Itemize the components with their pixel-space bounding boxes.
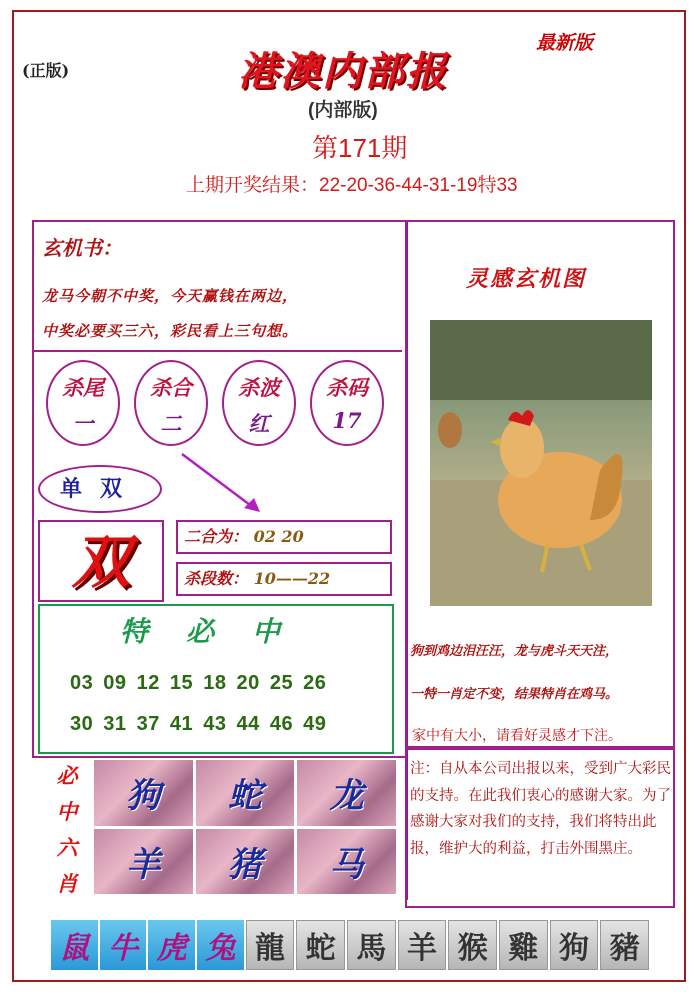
animal-cell: 蛇 [196, 760, 295, 826]
zodiac-cell: 鼠 [51, 920, 98, 970]
numbers-row-2: 30 31 37 41 43 44 46 49 [70, 713, 327, 735]
er-he-row [176, 520, 392, 554]
last-result: 上期开奖结果：22-20-36-44-31-19特33 [186, 175, 518, 196]
animal-cell: 羊 [94, 829, 193, 895]
oval-sha-bo [222, 360, 296, 446]
sha-duan-row [176, 562, 392, 596]
oval-title: 杀尾 [62, 375, 104, 400]
rooster-photo [430, 320, 652, 606]
animal-cell: 马 [297, 829, 396, 895]
oval-sha-ma [310, 360, 384, 446]
oval-value: 红 [248, 411, 270, 436]
six-animals-grid [94, 760, 396, 894]
verse-line-1: 狗到鸡边泪汪汪，龙与虎斗天天注， [410, 644, 619, 659]
zodiac-cell: 雞 [499, 920, 548, 970]
six-animals-side-label [52, 758, 82, 902]
oval-title: 杀合 [150, 375, 192, 400]
animal-cell: 龙 [297, 760, 396, 826]
zodiac-cell: 龍 [246, 920, 295, 970]
sha-duan-value: 10——22 [253, 569, 331, 588]
subtitle: (内部版) [308, 100, 378, 121]
oval-sha-wei [46, 360, 120, 446]
xuanji-line-2: 中奖必要买三六，彩民看上三句想。 [42, 322, 299, 340]
zodiac-cell: 牛 [100, 920, 147, 970]
zodiac-cell: 羊 [398, 920, 447, 970]
numbers-row-1: 03 09 12 15 18 20 25 26 [70, 672, 327, 694]
te-bi-zhong-title: 特必中 [120, 615, 319, 648]
oval-title: 杀码 [326, 375, 368, 400]
company-statement: 注：自从本公司出报以来，受到广大彩民的支持。在此我们衷心的感谢大家。为了感谢大家对我们的支持，我们将特出此报，维护大的利益，打击外围黑庄。 [410, 761, 671, 857]
xuanji-title: 玄机书： [42, 236, 122, 260]
zodiac-cell: 馬 [347, 920, 396, 970]
oval-sha-he [134, 360, 208, 446]
zodiac-cell: 狗 [550, 920, 599, 970]
side-char: 六 [56, 835, 78, 860]
sha-duan-label: 杀段数： [184, 569, 249, 588]
oval-value: 二 [160, 411, 182, 436]
zodiac-cell: 猴 [448, 920, 497, 970]
er-he-value: 02 20 [253, 527, 304, 546]
edition-left-label: (正版) [22, 61, 70, 80]
issue-period: 第171期 [312, 133, 408, 163]
zodiac-cell: 蛇 [296, 920, 345, 970]
arrow-icon [176, 448, 266, 518]
zodiac-cell: 虎 [148, 920, 195, 970]
picture-note: 家中有大小，请看好灵感才下注。 [412, 727, 622, 743]
oval-title: 杀波 [238, 375, 280, 400]
zodiac-bar [50, 920, 650, 970]
edition-right-label: 最新版 [536, 32, 594, 54]
side-char: 必 [56, 763, 78, 788]
verse-line-2: 一特一肖定不变，结果特肖在鸡马。 [410, 687, 619, 702]
zodiac-cell: 豬 [600, 920, 649, 970]
dan-shuang-oval: 单双 [38, 465, 162, 513]
rooster-icon [430, 320, 652, 606]
side-char: 中 [56, 799, 78, 824]
animal-cell: 猪 [196, 829, 295, 895]
divider-line [32, 350, 402, 352]
side-char: 肖 [56, 871, 78, 896]
animal-cell: 狗 [94, 760, 193, 826]
zodiac-cell: 兔 [197, 920, 244, 970]
oval-value: 一 [72, 411, 94, 436]
xuanji-line-1: 龙马今朝不中奖，今天赢钱在两边， [42, 287, 299, 305]
oval-value: 17 [332, 408, 362, 433]
picture-title: 灵感玄机图 [466, 266, 587, 292]
big-shuang-box: 双 [38, 520, 164, 602]
er-he-label: 二合为： [184, 527, 249, 546]
newspaper-title: 港澳内部报 [238, 48, 448, 95]
